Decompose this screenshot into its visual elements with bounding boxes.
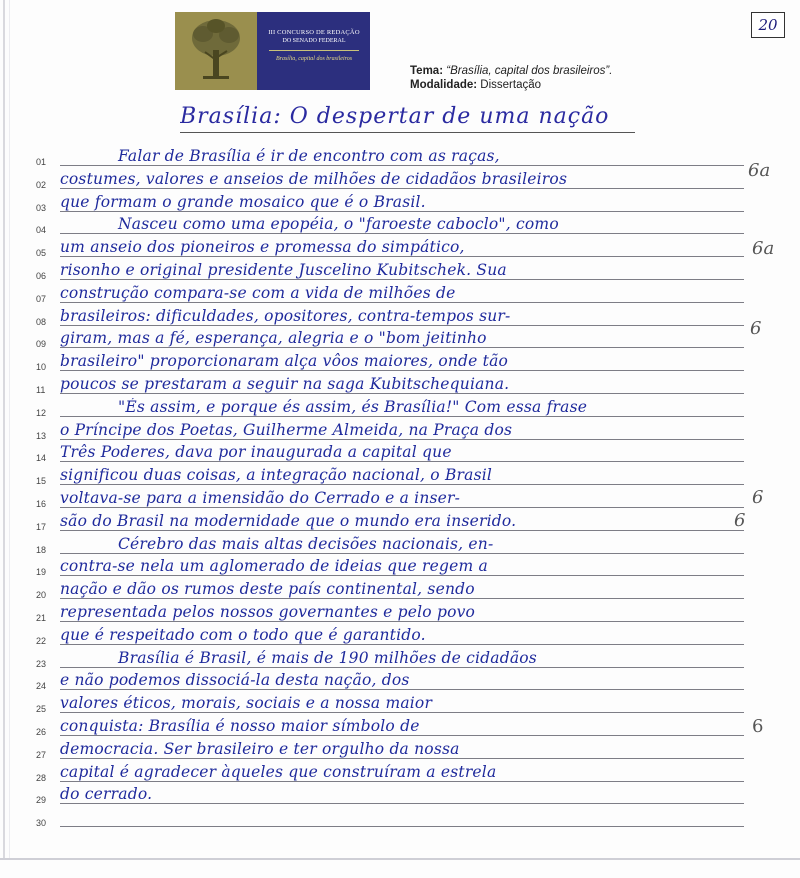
line-number: 21 <box>36 612 47 623</box>
essay-line <box>0 692 800 715</box>
handwritten-text: capital é agradecer àqueles que construíram a estrela <box>60 762 497 781</box>
line-number: 07 <box>36 293 47 304</box>
handwritten-text: significou duas coisas, a integração nacional, o Brasil <box>60 466 493 485</box>
line-number: 03 <box>36 202 47 213</box>
line-number: 30 <box>36 818 47 829</box>
handwritten-text: do cerrado. <box>60 785 153 804</box>
essay-line <box>0 784 800 807</box>
line-number: 06 <box>36 270 47 281</box>
handwritten-text: construção compara-se com a vida de milhões de <box>60 283 456 302</box>
essay-title: Brasília: O despertar de uma nação <box>180 104 610 129</box>
tema-value: “Brasília, capital dos brasileiros”. <box>446 65 613 77</box>
line-number: 08 <box>36 316 47 327</box>
essay-line <box>0 715 800 738</box>
essay-line <box>0 510 800 533</box>
handwritten-text: contra-se nela um aglomerado de ideias que regem a <box>60 557 488 576</box>
margin-mark: 6 <box>734 510 746 531</box>
essay-line <box>0 533 800 556</box>
margin-mark: 6 <box>750 318 762 339</box>
tema-label: Tema: <box>410 65 444 77</box>
handwritten-text: que é respeitado com o todo que é garantido. <box>60 625 426 644</box>
handwritten-text: poucos se prestaram a seguir na saga Kubitschequiana. <box>60 374 510 393</box>
handwritten-text: "És assim, e porque és assim, és Brasília!" Com essa frase <box>118 397 588 416</box>
essay-line <box>0 305 800 328</box>
handwritten-text: valores éticos, morais, sociais e a nossa maior <box>60 694 433 713</box>
page-number: 20 <box>758 16 778 34</box>
essay-line <box>0 487 800 510</box>
handwritten-text: conquista: Brasília é nosso maior símbolo de <box>60 716 420 735</box>
line-number: 17 <box>36 521 47 532</box>
line-number: 18 <box>36 544 47 555</box>
handwritten-text: Cérebro das mais altas decisões nacionais, en- <box>118 534 494 553</box>
essay-line <box>0 396 800 419</box>
line-number: 29 <box>36 795 47 806</box>
handwritten-text: voltava-se para a imensidão do Cerrado e a inser- <box>60 488 461 507</box>
margin-mark: 6 <box>752 487 764 508</box>
handwritten-text: Nasceu como uma epopéia, o "faroeste caboclo", como <box>118 215 559 234</box>
line-number: 22 <box>36 635 47 646</box>
line-number: 19 <box>36 567 47 578</box>
handwritten-text: que formam o grande mosaico que é o Brasil. <box>60 192 426 211</box>
line-number: 02 <box>36 179 47 190</box>
essay-line <box>0 578 800 601</box>
line-number: 27 <box>36 749 47 760</box>
handwritten-text: representada pelos nossos governantes e pelo povo <box>60 602 476 621</box>
scan-bottom-edge <box>0 858 800 860</box>
essay-line <box>0 168 800 191</box>
handwritten-text: brasileiro" proporcionaram alça vôos maiores, onde tão <box>60 352 509 371</box>
line-number: 13 <box>36 430 47 441</box>
handwritten-text: democracia. Ser brasileiro e ter orgulho da nossa <box>60 739 460 758</box>
line-number: 28 <box>36 772 47 783</box>
line-number: 24 <box>36 681 47 692</box>
essay-line <box>0 145 800 168</box>
handwritten-text: um anseio dos pioneiros e promessa do simpático, <box>60 238 465 257</box>
essay-line <box>0 761 800 784</box>
line-number: 11 <box>36 384 46 395</box>
handwritten-text: Brasília é Brasil, é mais de 190 milhões de cidadãos <box>118 648 537 667</box>
margin-mark: 6a <box>748 160 771 181</box>
line-number: 20 <box>36 590 47 601</box>
essay-line <box>0 350 800 373</box>
essay-line <box>0 419 800 442</box>
essay-line <box>0 236 800 259</box>
logo-line-1: III CONCURSO DE REDAÇÃO <box>268 29 360 36</box>
essay-line <box>0 328 800 351</box>
line-number: 10 <box>36 362 47 373</box>
handwritten-text: Três Poderes, dava por inaugurada a capital que <box>60 443 452 462</box>
line-number: 01 <box>36 156 47 167</box>
essay-line <box>0 214 800 237</box>
handwritten-text: são do Brasil na modernidade que o mundo era inserido. <box>60 511 517 530</box>
essay-line <box>0 282 800 305</box>
modalidade-value: Dissertação <box>480 79 542 91</box>
margin-mark: 6a <box>752 238 775 259</box>
handwritten-text: giram, mas a fé, esperança, alegria e o "bom jeitinho <box>60 329 487 348</box>
essay-line <box>0 670 800 693</box>
handwritten-text: Falar de Brasília é ir de encontro com as raças, <box>118 146 500 165</box>
essay-line <box>0 259 800 282</box>
logo-line-3: Brasília, capital dos brasileiros <box>275 56 353 62</box>
handwritten-text: costumes, valores e anseios de milhões de cidadãos brasileiros <box>60 169 568 188</box>
essay-line <box>0 464 800 487</box>
essay-line <box>0 738 800 761</box>
essay-line <box>0 556 800 579</box>
line-number: 09 <box>36 339 47 350</box>
handwritten-text: o Príncipe dos Poetas, Guilherme Almeida, na Praça dos <box>60 420 513 439</box>
essay-line <box>0 442 800 465</box>
handwritten-text: e não podemos dissociá-la desta nação, dos <box>60 671 410 690</box>
essay-line <box>0 806 800 829</box>
handwritten-text: nação e dão os rumos deste país continental, sendo <box>60 580 475 599</box>
line-number: 25 <box>36 704 47 715</box>
line-number: 04 <box>36 225 47 236</box>
line-number: 05 <box>36 248 47 259</box>
modalidade-label: Modalidade: <box>410 79 478 91</box>
essay-line <box>0 191 800 214</box>
line-rule <box>60 826 744 827</box>
logo-line-2: DO SENADO FEDERAL <box>282 38 346 44</box>
essay-line <box>0 647 800 670</box>
essay-line <box>0 601 800 624</box>
line-number: 26 <box>36 726 47 737</box>
line-number: 14 <box>36 453 47 464</box>
line-number: 15 <box>36 476 47 487</box>
essay-line <box>0 373 800 396</box>
essay-line <box>0 624 800 647</box>
handwritten-text: risonho e original presidente Juscelino Kubitschek. Sua <box>60 260 507 279</box>
line-number: 12 <box>36 407 47 418</box>
line-number: 23 <box>36 658 47 669</box>
handwritten-text: brasileiros: dificuldades, opositores, contra-tempos sur- <box>60 306 511 325</box>
margin-mark: 6 <box>752 716 764 737</box>
line-number: 16 <box>36 498 47 509</box>
